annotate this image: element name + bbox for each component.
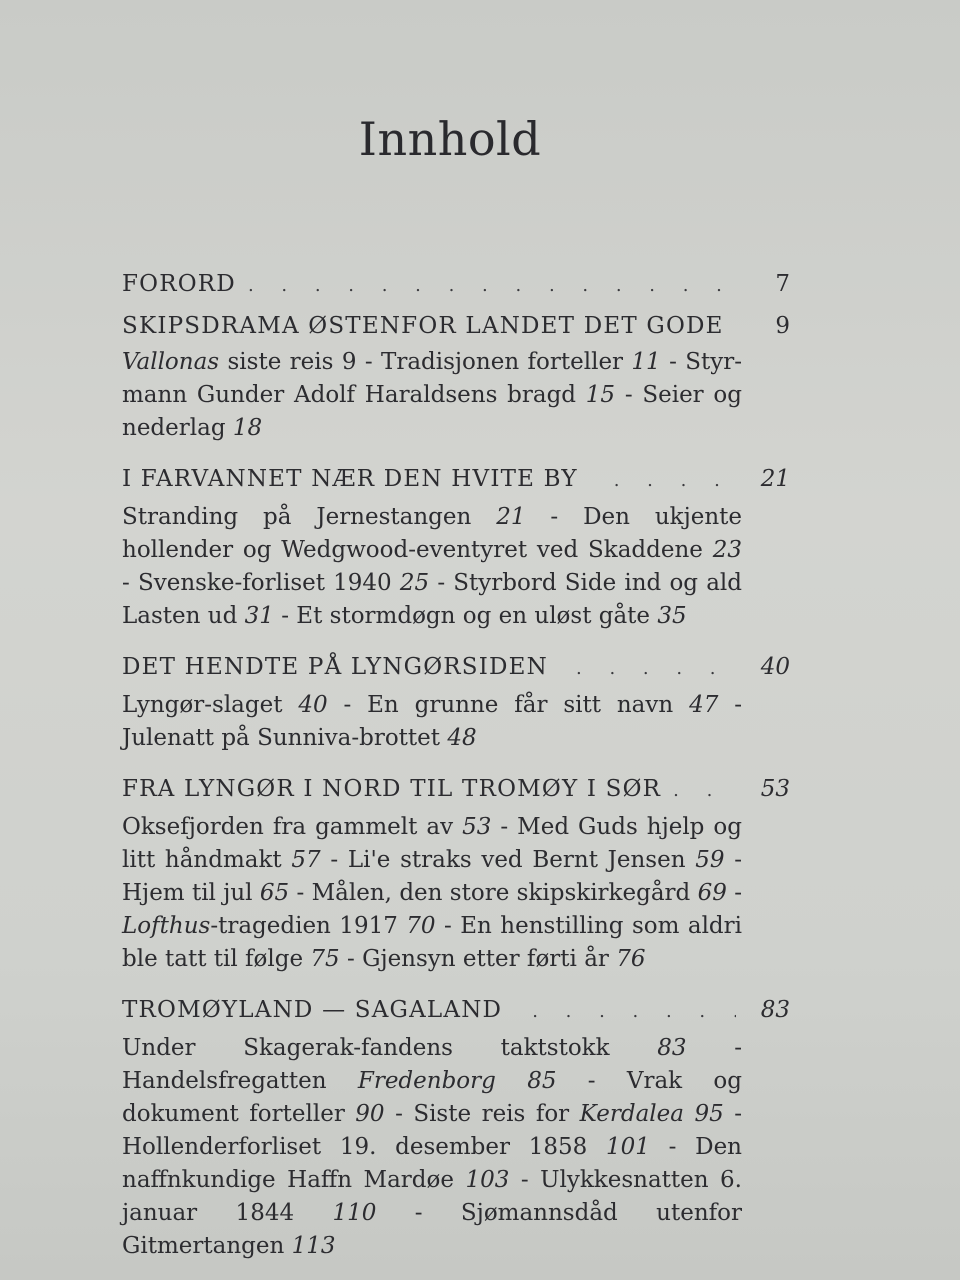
dot-leader	[614, 461, 736, 501]
desc-segment: - Tradisjonen forteller	[356, 349, 632, 375]
toc-heading-row	[122, 306, 790, 346]
toc-heading-row	[122, 647, 790, 689]
desc-segment: 57	[291, 847, 321, 873]
desc-segment	[496, 1068, 527, 1094]
desc-segment: - Seier og nederlag	[122, 382, 743, 441]
dot-leader	[248, 266, 736, 306]
chapter-title: FORORD	[122, 271, 236, 297]
desc-segment: - En grunne får sitt navn	[327, 692, 690, 718]
desc-segment: - Med Guds hjelp og litt håndmakt	[122, 814, 742, 873]
desc-segment: 9	[341, 349, 357, 375]
toc-heading-row	[122, 459, 790, 501]
desc-segment: - Hjem til jul	[122, 847, 742, 906]
toc-heading-row	[122, 264, 790, 306]
desc-segment	[684, 1101, 695, 1127]
desc-segment: 76	[616, 946, 646, 972]
chapter-contents	[122, 689, 742, 755]
desc-segment: 95	[694, 1101, 724, 1127]
desc-segment: Oksefjorden fra gammelt av	[122, 814, 463, 840]
desc-segment: - Li'e straks ved Bernt Jensen	[320, 847, 696, 873]
desc-segment: 103	[465, 1167, 510, 1193]
chapter-title: DET HENDTE PÅ LYNGØRSIDEN	[122, 654, 548, 680]
desc-segment: - Siste reis for	[384, 1101, 580, 1127]
desc-segment: - Den naffnkundige Haffn Mardøe	[122, 1134, 742, 1193]
desc-segment: 11	[631, 349, 661, 375]
desc-segment: 21	[496, 504, 526, 530]
page-number: 40	[760, 654, 790, 680]
table-of-contents	[122, 264, 790, 1277]
desc-segment: Kerdalea	[579, 1101, 684, 1127]
desc-segment: - Den ukjente hollender og Wedgwood-eventyret ved Skaddene	[122, 504, 742, 563]
desc-segment: 70	[406, 913, 436, 939]
page-number: 53	[760, 776, 790, 802]
desc-segment: Fredenborg	[357, 1068, 496, 1094]
desc-segment: - Målen, den store skipskirkegård	[289, 880, 698, 906]
desc-segment: - Sjømannsdåd utenfor Gitmertangen	[122, 1200, 742, 1259]
desc-segment: 23	[712, 537, 742, 563]
desc-segment: 65	[259, 880, 290, 906]
page-number: 7	[775, 271, 790, 297]
desc-segment: -tragedien 1917	[210, 913, 407, 939]
chapter-title: FRA LYNGØR I NORD TIL TROMØY I SØR	[122, 776, 662, 802]
toc-entry	[122, 306, 790, 445]
desc-segment: - Styrbord Side ind og ald Lasten ud	[122, 570, 742, 629]
chapter-contents	[122, 811, 742, 976]
desc-segment: 85	[527, 1068, 557, 1094]
desc-segment: 48	[447, 725, 477, 751]
desc-segment: 113	[291, 1233, 336, 1259]
desc-segment: - Et stormdøgn og en uløst gåte	[273, 603, 658, 629]
chapter-contents	[122, 346, 742, 445]
desc-segment: Lyngør-slaget	[122, 692, 299, 718]
desc-segment: - Gjensyn etter førti år	[339, 946, 617, 972]
toc-heading-row	[122, 769, 790, 811]
desc-segment: - Ulykkesnatten 6. januar 1844	[122, 1167, 742, 1226]
desc-segment: 47	[689, 692, 719, 718]
desc-segment: - Hollenderforliset 19. desember 1858	[122, 1101, 743, 1160]
desc-segment: Stranding på Jernestangen	[122, 504, 497, 530]
desc-segment: 110	[332, 1200, 377, 1226]
desc-segment: - Svenske-forliset 1940	[122, 570, 400, 596]
desc-segment: 35	[657, 603, 687, 629]
chapter-title: SKIPSDRAMA ØSTENFOR LANDET DET GODE	[122, 313, 724, 339]
toc-entry	[122, 459, 790, 633]
page-title: Innhold	[358, 112, 542, 166]
desc-segment: 59	[695, 847, 725, 873]
desc-segment: 83	[657, 1035, 687, 1061]
chapter-contents	[122, 501, 742, 633]
desc-segment: - Vrak og dokument forteller	[122, 1068, 743, 1127]
desc-segment: -	[726, 880, 742, 906]
toc-entry	[122, 769, 790, 976]
desc-segment: 90	[355, 1101, 385, 1127]
page-number: 21	[760, 466, 790, 492]
desc-segment: 53	[462, 814, 492, 840]
desc-segment: 25	[399, 570, 430, 596]
desc-segment: 69	[697, 880, 727, 906]
desc-segment: 40	[298, 692, 328, 718]
dot-leader	[576, 649, 736, 689]
desc-segment: 101	[606, 1134, 650, 1160]
desc-segment: 15	[585, 382, 616, 408]
toc-entry	[122, 647, 790, 755]
desc-segment: - Styr-mann Gunder Adolf Haraldsens bragd	[122, 349, 742, 408]
desc-segment: 18	[232, 415, 263, 441]
chapter-contents	[122, 1032, 742, 1263]
chapter-title: I FARVANNET NÆR DEN HVITE BY	[122, 466, 578, 492]
toc-entry	[122, 990, 790, 1263]
desc-segment: siste reis	[219, 349, 342, 375]
desc-segment: 75	[310, 946, 340, 972]
page-number: 9	[775, 313, 790, 339]
desc-segment: Under Skagerak-fandens taktstokk	[122, 1035, 658, 1061]
desc-segment: - En henstilling som aldri ble tatt til følge	[122, 913, 742, 972]
desc-segment: 31	[244, 603, 274, 629]
toc-entry	[122, 264, 790, 306]
dot-leader	[532, 992, 736, 1032]
desc-segment: Lofthus	[122, 913, 211, 939]
page-number: 83	[760, 997, 790, 1023]
dot-leader	[673, 771, 736, 811]
desc-segment: - Handelsfregatten	[122, 1035, 742, 1094]
desc-segment: Vallonas	[122, 349, 220, 375]
chapter-title: TROMØYLAND — SAGALAND	[122, 997, 503, 1023]
toc-heading-row	[122, 990, 790, 1032]
desc-segment: - Julenatt på Sunniva-brottet	[122, 692, 743, 751]
